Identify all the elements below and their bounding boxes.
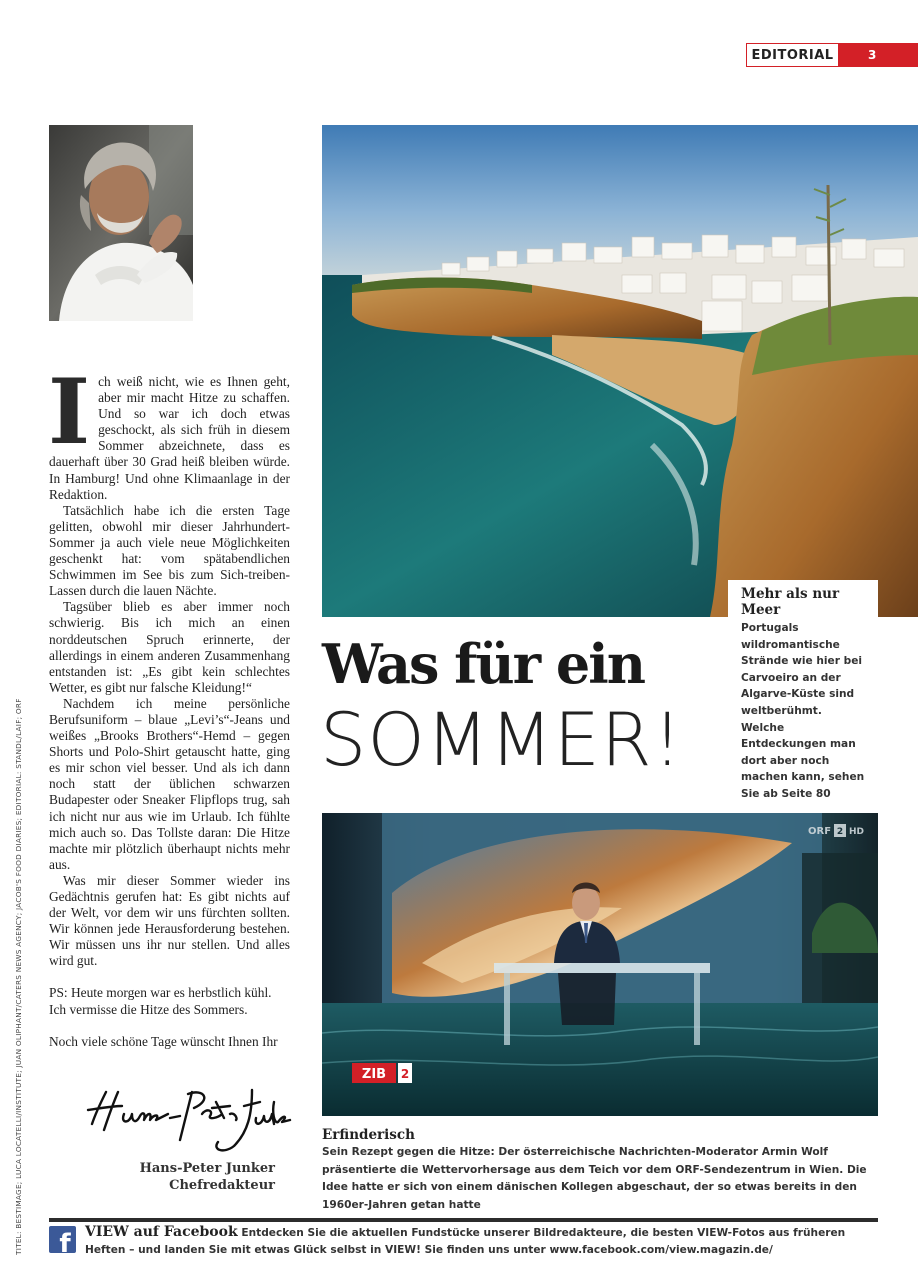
author-role: Chefredakteur: [169, 1178, 275, 1193]
hero-caption: [728, 580, 878, 800]
author-name: Hans-Peter Junker: [139, 1161, 275, 1176]
tv-studio-photo: [322, 813, 878, 1116]
editor-portrait: [49, 125, 193, 321]
handwritten-signature: [84, 1084, 294, 1158]
closing-line: Noch viele schöne Tage wünscht Ihnen Ihr: [49, 1033, 278, 1049]
facebook-promo-text: Entdecken Sie die aktuellen Fundstücke unserer Bildredakteure, die besten VIEW-Fotos aus früheren Heften – und landen Sie mit etwas Glück selbst in VIEW! Sie finden uns unter www.facebook.com/view.magazin.de/: [85, 1227, 846, 1256]
photo-credits: TITEL: BESTIMAGE; LUCA LOCATELLI/INSTITUTE; JUAN OLIPHANT/CATERS NEWS AGENCY; JACOB'S FOOD DIARIES; EDITORIAL: STANDL/LAIF; ORF: [14, 698, 23, 1255]
paragraph-4: Nachdem ich meine persönliche Berufsuniform – blaue „Levi’s“-Jeans und weißes „Brooks Brothers“-Hemd – gegen Shorts und Polo-Shirt getauscht hatte, ging es mir schon viel besser. Und als ich dann noch statt der üblichen schwarzen Budapester oder Sneaker Flipflops trug, sah ich nicht nur aus wie im Urlaub. Ich fühlte mich auch so. Das Tollste daran: Die Hitze machte mir plötzlich überhaupt nichts mehr aus.: [49, 695, 290, 872]
hero-photo-algarve: [322, 125, 918, 617]
footer-rule: [49, 1218, 878, 1222]
hd-badge: HD: [849, 827, 865, 837]
drop-cap: I: [48, 359, 91, 465]
hero-caption-body: Portugals wildromantische Strände wie hier bei Carvoeiro an der Algarve-Küste sind weltberühmt. Welche Entdeckungen man dort aber noch machen kann, sehen Sie ab Seite 80: [741, 622, 865, 800]
section-label: EDITORIAL: [746, 43, 838, 67]
facebook-promo: [85, 1224, 875, 1259]
paragraph-3: Tagsüber blieb es aber immer noch schwierig. Bis ich mich an einen norddeutschen Spruch erinnerte, der allerdings in einem anderen Zusammenhang entstanden ist: „Es gibt kein schlechtes Wetter, es gibt nur falsche Kleidung!“: [49, 599, 290, 695]
editorial-text: [48, 359, 290, 1050]
tv-caption: [322, 1126, 878, 1214]
svg-text:f: f: [59, 1229, 71, 1253]
orf-logo-number: 2: [836, 827, 844, 837]
zib-logo: ZIB: [361, 1067, 387, 1082]
paragraph-5: Was mir dieser Sommer wieder ins Gedächtnis gerufen hat: Es gibt nichts auf der Welt, vor dem wir uns fürchten sollten. Wir können jede Herausforderung bestehen. Wir müssen uns ihr nur stellen. Und alles wird gut.: [49, 872, 290, 969]
zib-logo-number: 2: [400, 1067, 410, 1081]
hero-caption-title: Mehr als nur Meer: [741, 586, 840, 618]
paragraph-1: Ich weiß nicht, wie es Ihnen geht, aber mir macht Hitze zu schaffen. Und so war ich doch etwas geschockt, als sich früh in diesem Sommer abzeichnete, dass es dauerhaft über 30 Grad heiß bleiben würde. In Hamburg! Und ohne Klimaanlage in der Redaktion.: [48, 359, 290, 502]
postscript: PS: Heute morgen war es herbstlich kühl. Ich vermisse die Hitze des Sommers.: [49, 985, 272, 1017]
tv-caption-title: Erfinderisch: [322, 1127, 415, 1143]
headline-line-2: SOMMER!: [320, 698, 683, 783]
author-signature-block: [100, 1160, 275, 1194]
section-header: [746, 43, 918, 67]
paragraph-2: Tatsächlich habe ich die ersten Tage gelitten, obwohl mir dieser Jahrhundert-Sommer ja auch viele neue Möglichkeiten geschenkt hat: vom spätabendlichen Schwimmen im See bis zum Sich-treiben-Lassen durch die lauen Nächte.: [49, 502, 290, 599]
page-number: 3: [838, 43, 918, 67]
orf-logo: ORF: [808, 826, 832, 837]
headline-line-1: Was für ein: [322, 632, 645, 696]
tv-caption-body: Sein Rezept gegen die Hitze: Der österreichische Nachrichten-Moderator Armin Wolf präsentierte die Wettervorhersage aus dem Teich vor dem ORF-Sendezentrum in Wien. Die Idee hatte er sich von einem dänischen Kollegen abgeschaut, der so etwas bereits in den 1960er-Jahren getan hatte: [322, 1146, 867, 1211]
facebook-icon[interactable]: [49, 1226, 76, 1253]
facebook-promo-title: VIEW auf Facebook: [85, 1224, 238, 1240]
